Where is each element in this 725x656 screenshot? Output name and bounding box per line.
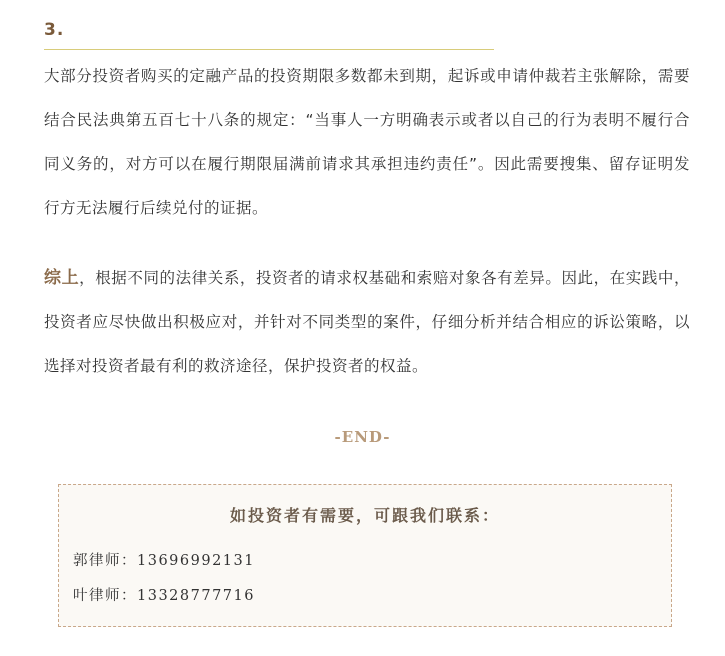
end-mark: -END- <box>334 428 391 446</box>
section-divider <box>44 49 494 50</box>
paragraph-summary <box>44 256 690 388</box>
contact-title: 如投资者有需要，可跟我们联系： <box>229 506 500 525</box>
summary-lead: 综上 <box>44 268 80 288</box>
section-number: 3. <box>44 20 65 40</box>
contact-box <box>58 484 672 627</box>
paragraph-contract-termination: 大部分投资者购买的定融产品的投资期限多数都未到期，起诉或申请仲裁若主张解除，需要结合民法典第五百七十八条的规定：“当事人一方明确表示或者以自己的行为表明不履行合同义务的，对方可以在履行期限届满前请求其承担违约责任”。因此需要搜集、留存证明发行方无法履行后续兑付的证据。 <box>44 67 690 217</box>
summary-text: ，根据不同的法律关系，投资者的请求权基础和索赔对象各有差异。因此，在实践中，投资者应尽快做出积极应对，并针对不同类型的案件，仔细分析并结合相应的诉讼策略，以选择对投资者最有利的救济途径，保护投资者的权益。 <box>44 269 690 375</box>
contact-lawyer-ye: 叶律师：13328777716 <box>73 588 255 604</box>
contact-lawyer-guo: 郭律师：13696992131 <box>73 553 255 569</box>
